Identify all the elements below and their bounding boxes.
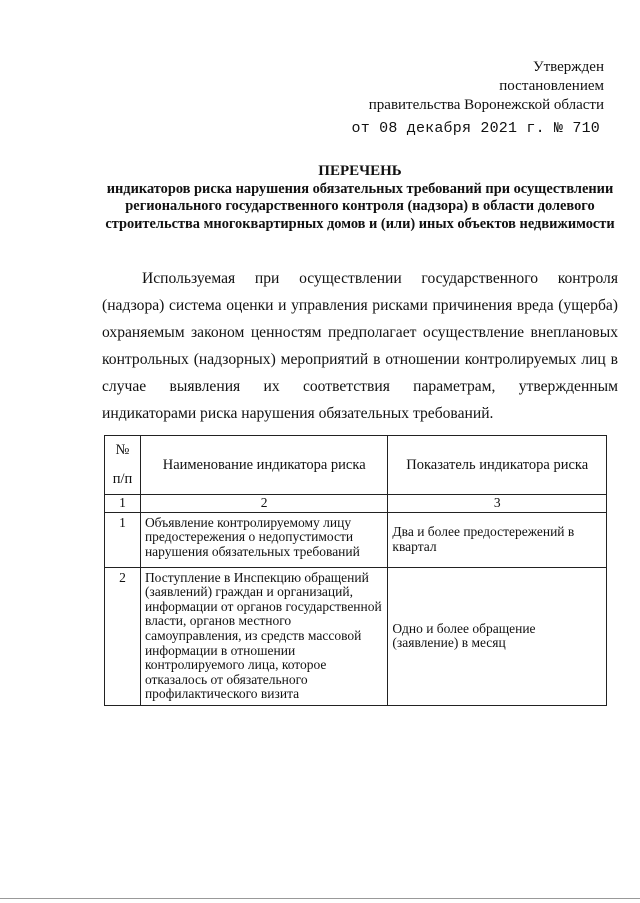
header-num [105, 436, 141, 495]
table-row [105, 512, 607, 567]
approval-line-3: правительства Воронежской области [368, 97, 604, 113]
header-num-line1: № [115, 442, 130, 459]
row-name: Поступление в Инспекцию обращений (заявлений) граждан и организаций, информации от органов государственной власти, органов местного самоуправления, из средств массовой информации в отношении контролируемого лица, которое отказалось от обязательного профилактического визита [140, 567, 387, 705]
row-num: 2 [105, 567, 141, 705]
document-title [100, 163, 620, 233]
page-edge-line [0, 898, 640, 899]
row-name: Объявление контролируемому лицу предостережения о недопустимости нарушения обязательных требований [140, 512, 387, 567]
index-cell: 1 [105, 495, 141, 513]
title-heading: ПЕРЕЧЕНЬ [318, 163, 402, 179]
approval-line-2: постановлением [499, 78, 604, 94]
table-row [105, 567, 607, 705]
approval-date: от 08 декабря 2021 г. № 710 [351, 120, 600, 137]
row-num: 1 [105, 512, 141, 567]
index-cell: 2 [140, 495, 387, 513]
row-indicator: Одно и более обращение (заявление) в месяц [388, 567, 607, 705]
approval-block [352, 58, 604, 138]
title-subtitle: индикаторов риска нарушения обязательных требований при осуществлении регионального государственного контроля (надзора) в области долевого строительства многоквартирных домов и (или) иных объектов недвижимости [105, 180, 615, 232]
table-header-row [105, 436, 607, 495]
index-cell: 3 [388, 495, 607, 513]
row-indicator: Два и более предостережений в квартал [388, 512, 607, 567]
table-index-row [105, 495, 607, 513]
header-indicator: Показатель индикатора риска [388, 436, 607, 495]
approval-line-1: Утвержден [532, 59, 604, 75]
risk-indicators-table [104, 435, 607, 706]
header-num-line2: п/п [112, 471, 133, 488]
header-name: Наименование индикатора риска [140, 436, 387, 495]
intro-paragraph: Используемая при осуществлении государственного контроля (надзора) система оценки и управления рисками причинения вреда (ущерба) охраняемым законом ценностям предполагает осуществление внеплановых контрольных (надзорных) мероприятий в отношении контролируемых лиц в случае выявления их соответствия параметрам, утвержденным индикаторами риска нарушения обязательных требований. [102, 270, 618, 422]
